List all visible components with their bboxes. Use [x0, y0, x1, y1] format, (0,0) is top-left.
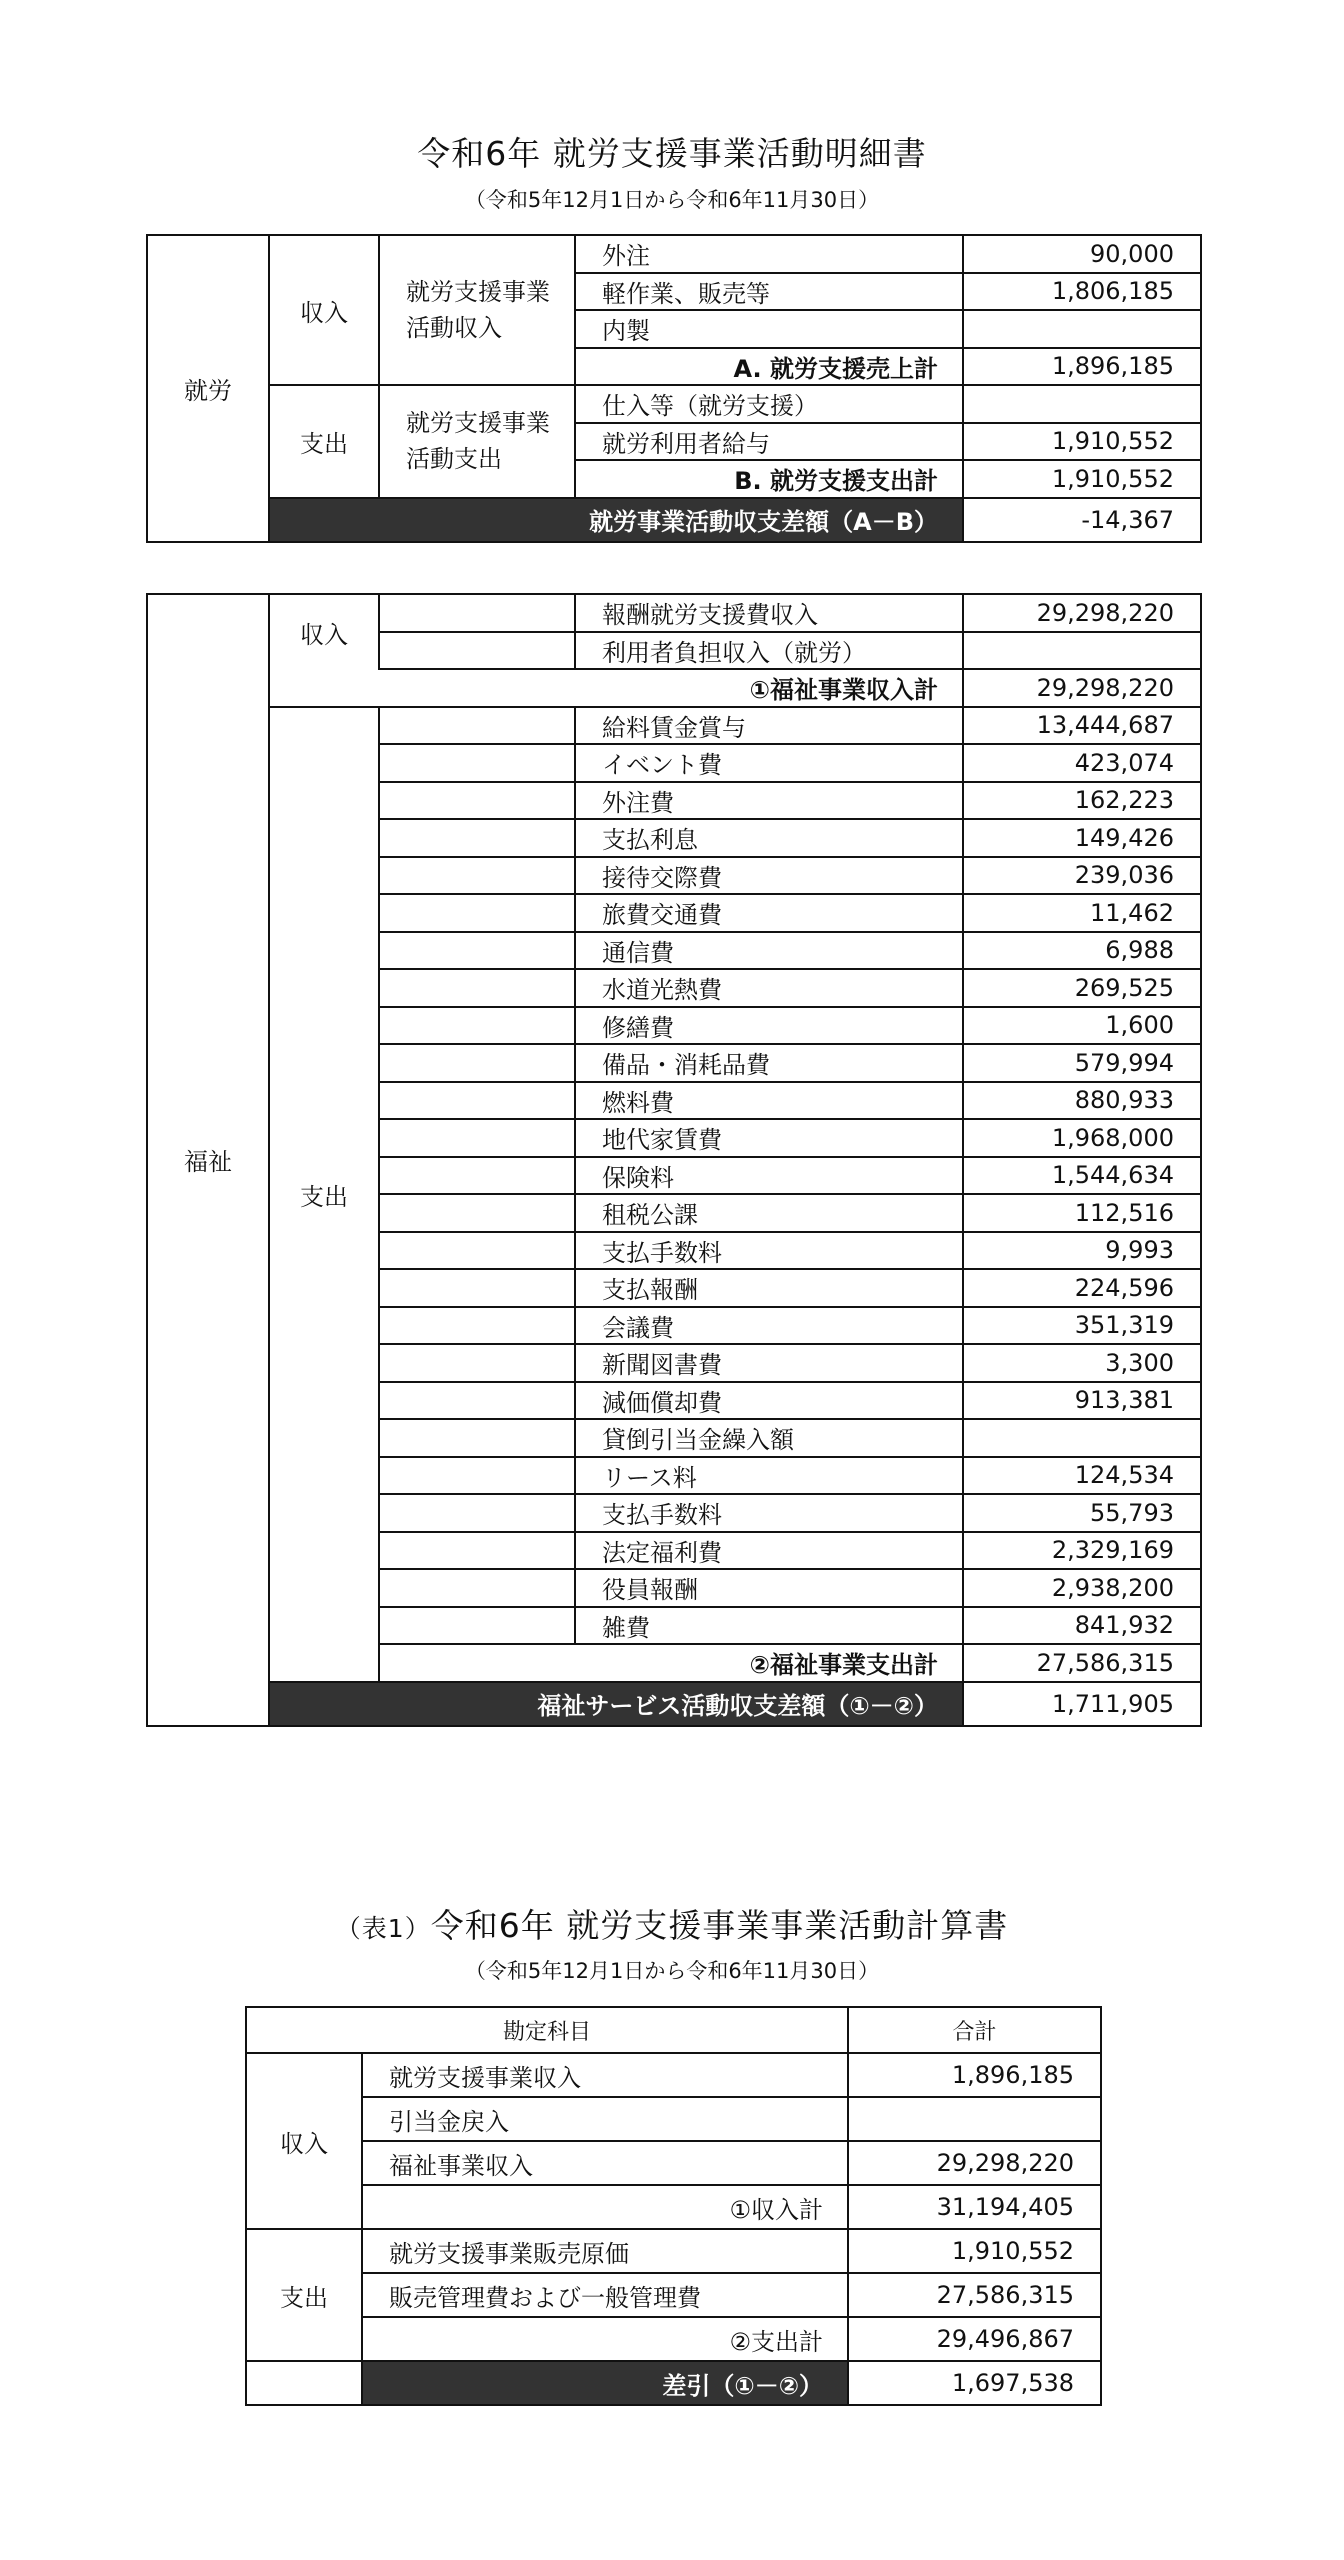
summary-title-text: 令和6年 就労支援事業事業活動計算書: [430, 1906, 1009, 1945]
header-total: 合計: [848, 2007, 1101, 2053]
income-total-label: A. 就労支援売上計: [575, 348, 963, 386]
empty-cell: [379, 782, 575, 820]
amount-value: 224,596: [963, 1269, 1201, 1307]
table-row: [246, 2361, 1101, 2405]
table-row: [147, 669, 1201, 707]
amount-value: 29,298,220: [848, 2141, 1101, 2185]
empty-cell: [379, 1007, 575, 1045]
welfare-activity-table: [146, 593, 1202, 1727]
amount-value: 162,223: [963, 782, 1201, 820]
item-label: 燃料費: [575, 1082, 963, 1120]
empty-cell: [379, 932, 575, 970]
empty-cell: [379, 1082, 575, 1120]
amount-value: [963, 385, 1201, 423]
item-label: 引当金戻入: [362, 2097, 848, 2141]
item-label: 就労支援事業収入: [362, 2053, 848, 2097]
item-label: 旅費交通費: [575, 894, 963, 932]
empty-cell: [379, 1494, 575, 1532]
section-label: 就労: [147, 235, 269, 542]
income-total-value: 29,298,220: [963, 669, 1201, 707]
empty-cell: [379, 1382, 575, 1420]
amount-value: 27,586,315: [848, 2273, 1101, 2317]
expense-total-label: ②福祉事業支出計: [379, 1644, 963, 1682]
empty-cell: [379, 1269, 575, 1307]
expense-total-label: ②支出計: [362, 2317, 848, 2361]
difference-value: -14,367: [963, 498, 1201, 542]
empty-cell: [379, 1119, 575, 1157]
item-label: 法定福利費: [575, 1532, 963, 1570]
income-total-value: 31,194,405: [848, 2185, 1101, 2229]
empty-cell: [379, 1532, 575, 1570]
empty-cell: [379, 744, 575, 782]
empty-cell: [379, 894, 575, 932]
item-label: 備品・消耗品費: [575, 1044, 963, 1082]
section-label: 福祉: [147, 594, 269, 1726]
table-row: [246, 2229, 1101, 2273]
item-label: 就労利用者給与: [575, 423, 963, 461]
table-row: [246, 2053, 1101, 2097]
amount-value: 2,938,200: [963, 1569, 1201, 1607]
amount-value: 579,994: [963, 1044, 1201, 1082]
item-label: 通信費: [575, 932, 963, 970]
item-label: 修繕費: [575, 1007, 963, 1045]
item-label: 保険料: [575, 1157, 963, 1195]
item-label: 仕入等（就労支援）: [575, 385, 963, 423]
empty-cell: [379, 1044, 575, 1082]
amount-value: 90,000: [963, 235, 1201, 273]
amount-value: 1,600: [963, 1007, 1201, 1045]
empty-cell: [379, 1307, 575, 1345]
expense-label: 支出: [269, 385, 379, 498]
amount-value: 11,462: [963, 894, 1201, 932]
difference-label: 福祉サービス活動収支差額（①－②）: [269, 1682, 963, 1726]
income-label: 収入: [246, 2053, 362, 2229]
amount-value: 913,381: [963, 1382, 1201, 1420]
summary-period: （令和5年12月1日から令和6年11月30日）: [464, 1959, 880, 1983]
amount-value: 1,910,552: [848, 2229, 1101, 2273]
amount-value: 13,444,687: [963, 707, 1201, 745]
item-label: 会議費: [575, 1307, 963, 1345]
item-label: 販売管理費および一般管理費: [362, 2273, 848, 2317]
income-label: 収入: [269, 594, 379, 669]
table-row: [246, 2185, 1101, 2229]
item-label: 利用者負担収入（就労）: [575, 632, 963, 670]
item-label: 支払報酬: [575, 1269, 963, 1307]
amount-value: 112,516: [963, 1194, 1201, 1232]
empty-cell: [379, 1157, 575, 1195]
item-label: 雑費: [575, 1607, 963, 1645]
table-row: [246, 2317, 1101, 2361]
amount-value: 55,793: [963, 1494, 1201, 1532]
difference-label: 就労事業活動収支差額（A－B）: [269, 498, 963, 542]
report-title: 令和6年 就労支援事業活動明細書: [417, 134, 927, 173]
amount-value: 149,426: [963, 819, 1201, 857]
item-label: 給料賃金賞与: [575, 707, 963, 745]
expense-total-value: 1,910,552: [963, 460, 1201, 498]
amount-value: 1,544,634: [963, 1157, 1201, 1195]
empty-cell: [246, 2361, 362, 2405]
activity-statement-table: [245, 2006, 1102, 2406]
expense-total-value: 27,586,315: [963, 1644, 1201, 1682]
empty-cell: [379, 1232, 575, 1270]
item-label: 軽作業、販売等: [575, 273, 963, 311]
item-label: 地代家賃費: [575, 1119, 963, 1157]
table-row: [246, 2097, 1101, 2141]
empty-cell: [379, 857, 575, 895]
income-total-label: ①福祉事業収入計: [269, 669, 963, 707]
income-total-label: ①収入計: [362, 2185, 848, 2229]
report-period: （令和5年12月1日から令和6年11月30日）: [464, 188, 880, 212]
empty-cell: [379, 707, 575, 745]
amount-value: [848, 2097, 1101, 2141]
empty-cell: [379, 594, 575, 632]
item-label: 貸倒引当金繰入額: [575, 1419, 963, 1457]
amount-value: 2,329,169: [963, 1532, 1201, 1570]
empty-cell: [379, 1419, 575, 1457]
amount-value: 29,298,220: [963, 594, 1201, 632]
expense-label: 支出: [246, 2229, 362, 2361]
item-label: 支払手数料: [575, 1232, 963, 1270]
item-label: 報酬就労支援費収入: [575, 594, 963, 632]
table-header-row: [246, 2007, 1101, 2053]
empty-cell: [379, 969, 575, 1007]
table-row: [147, 385, 1201, 423]
difference-value: 1,711,905: [963, 1682, 1201, 1726]
amount-value: [963, 1419, 1201, 1457]
amount-value: 239,036: [963, 857, 1201, 895]
amount-value: 6,988: [963, 932, 1201, 970]
table-row: [147, 594, 1201, 632]
empty-cell: [379, 1607, 575, 1645]
table-row: [147, 235, 1201, 273]
amount-value: 880,933: [963, 1082, 1201, 1120]
amount-value: 423,074: [963, 744, 1201, 782]
expense-total-label: B. 就労支援支出計: [575, 460, 963, 498]
item-label: 就労支援事業販売原価: [362, 2229, 848, 2273]
expense-label: 支出: [269, 707, 379, 1682]
empty-cell: [379, 632, 575, 670]
item-label: 水道光熱費: [575, 969, 963, 1007]
difference-label: 差引（①－②）: [362, 2361, 848, 2405]
employment-activity-table: [146, 234, 1202, 543]
item-label: イベント費: [575, 744, 963, 782]
item-label: 内製: [575, 310, 963, 348]
empty-cell: [379, 819, 575, 857]
amount-value: 9,993: [963, 1232, 1201, 1270]
summary-title: [0, 1900, 1344, 1947]
item-label: 支払手数料: [575, 1494, 963, 1532]
difference-value: 1,697,538: [848, 2361, 1101, 2405]
empty-cell: [379, 1457, 575, 1495]
item-label: 支払利息: [575, 819, 963, 857]
item-label: 接待交際費: [575, 857, 963, 895]
amount-value: 351,319: [963, 1307, 1201, 1345]
item-label: 外注費: [575, 782, 963, 820]
item-label: 新聞図書費: [575, 1344, 963, 1382]
amount-value: 269,525: [963, 969, 1201, 1007]
empty-cell: [379, 1569, 575, 1607]
item-label: 福祉事業収入: [362, 2141, 848, 2185]
amount-value: 1,910,552: [963, 423, 1201, 461]
table-row: [147, 707, 1201, 745]
item-label: 役員報酬: [575, 1569, 963, 1607]
amount-value: [963, 632, 1201, 670]
income-label: 収入: [269, 235, 379, 385]
header-account: 勘定科目: [246, 2007, 848, 2053]
amount-value: [963, 310, 1201, 348]
item-label: 租税公課: [575, 1194, 963, 1232]
item-label: 外注: [575, 235, 963, 273]
table-row: [147, 1682, 1201, 1726]
table-row: [147, 498, 1201, 542]
item-label: 減価償却費: [575, 1382, 963, 1420]
amount-value: 1,806,185: [963, 273, 1201, 311]
amount-value: 1,896,185: [848, 2053, 1101, 2097]
income-total-value: 1,896,185: [963, 348, 1201, 386]
income-category: 就労支援事業活動収入: [379, 235, 575, 385]
empty-cell: [379, 1344, 575, 1382]
table-row: [246, 2273, 1101, 2317]
table-row: [246, 2141, 1101, 2185]
amount-value: 124,534: [963, 1457, 1201, 1495]
expense-category: 就労支援事業活動支出: [379, 385, 575, 498]
expense-total-value: 29,496,867: [848, 2317, 1101, 2361]
empty-cell: [379, 1194, 575, 1232]
table-number: （表1）: [335, 1914, 431, 1943]
amount-value: 3,300: [963, 1344, 1201, 1382]
amount-value: 841,932: [963, 1607, 1201, 1645]
item-label: リース料: [575, 1457, 963, 1495]
amount-value: 1,968,000: [963, 1119, 1201, 1157]
